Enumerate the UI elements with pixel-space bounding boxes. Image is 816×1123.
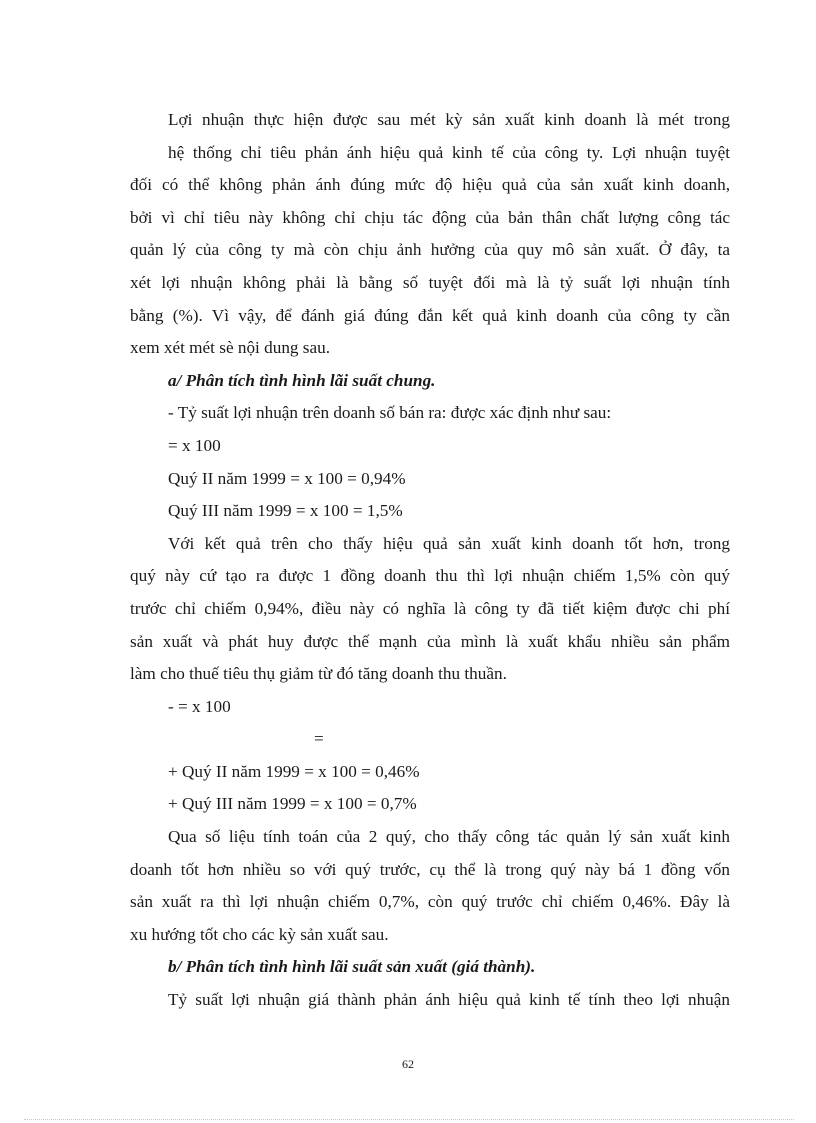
section-heading-a: a/ Phân tích tình hình lãi suất chung. [168, 370, 436, 390]
paragraph-line: trước chỉ chiếm 0,94%, điều này có nghĩa là công ty đã tiết kiệm được chi phí [130, 598, 730, 618]
paragraph-line: Tỷ suất lợi nhuận giá thành phản ánh hiệu quả kinh tế tính theo lợi nhuận [168, 990, 730, 1010]
formula-line: Quý II năm 1999 = x 100 = 0,94% [168, 468, 406, 488]
formula-line: + Quý II năm 1999 = x 100 = 0,46% [168, 761, 420, 781]
paragraph-line: đối có thể không phản ánh đúng mức độ hiệu quả của sản xuất kinh doanh, [130, 175, 730, 195]
paragraph-line: Qua số liệu tính toán của 2 quý, cho thấy công tác quản lý sản xuất kinh [168, 827, 730, 847]
paragraph-line: bằng (%). Vì vậy, để đánh giá đúng đắn kết quả kinh doanh của công ty cần [130, 305, 730, 325]
paragraph-line: xét lợi nhuận không phải là bằng số tuyệt đối mà là tỷ suất lợi nhuận tính [130, 272, 730, 292]
paragraph-line: xu hướng tốt cho các kỳ sản xuất sau. [130, 924, 389, 944]
formula-line: + Quý III năm 1999 = x 100 = 0,7% [168, 794, 417, 814]
paragraph-line: xem xét mét sè nội dung sau. [130, 338, 331, 358]
body-text [130, 104, 730, 1017]
paragraph-line: sản xuất ra thì lợi nhuận chiếm 0,7%, còn quý trước chỉ chiếm 0,46%. Đây là [130, 892, 730, 912]
formula-intro: - Tỷ suất lợi nhuận trên doanh số bán ra: được xác định như sau: [168, 403, 612, 423]
paragraph-line: hệ thống chỉ tiêu phản ánh hiệu quả kinh tế của công ty. Lợi nhuận tuyệt [168, 142, 730, 162]
page-number: 62 [402, 1057, 414, 1071]
formula-line: Quý III năm 1999 = x 100 = 1,5% [168, 501, 403, 521]
paragraph-line: làm cho thuế tiêu thụ giảm từ đó tăng doanh thu thuần. [130, 664, 507, 684]
formula-line: = x 100 [168, 435, 221, 455]
page-bottom-divider [24, 1119, 794, 1120]
paragraph-line: quản lý của công ty mà còn chịu ảnh hưởng của quy mô sản xuất. Ở đây, ta [130, 240, 730, 260]
paragraph-line: doanh tốt hơn nhiều so với quý trước, cụ thể là trong quý này bá 1 đồng vốn [130, 859, 730, 879]
paragraph-line: Với kết quả trên cho thấy hiệu quả sản xuất kinh doanh tốt hơn, trong [168, 533, 730, 553]
paragraph-line: Lợi nhuận thực hiện được sau mét kỳ sản xuất kinh doanh là mét trong [168, 110, 730, 129]
section-heading-b: b/ Phân tích tình hình lãi suất sản xuất (giá thành). [168, 957, 536, 977]
formula-line: - = x 100 [168, 696, 231, 716]
paragraph-line: quý này cứ tạo ra được 1 đồng doanh thu thì lợi nhuận chiếm 1,5% còn quý [130, 566, 730, 586]
formula-line: = [314, 729, 324, 749]
paragraph-line: bởi vì chỉ tiêu này không chỉ chịu tác động của bản thân chất lượng công tác [130, 207, 730, 227]
paragraph-line: sản xuất và phát huy được thế mạnh của mình là xuất khẩu nhiều sản phẩm [130, 631, 730, 651]
